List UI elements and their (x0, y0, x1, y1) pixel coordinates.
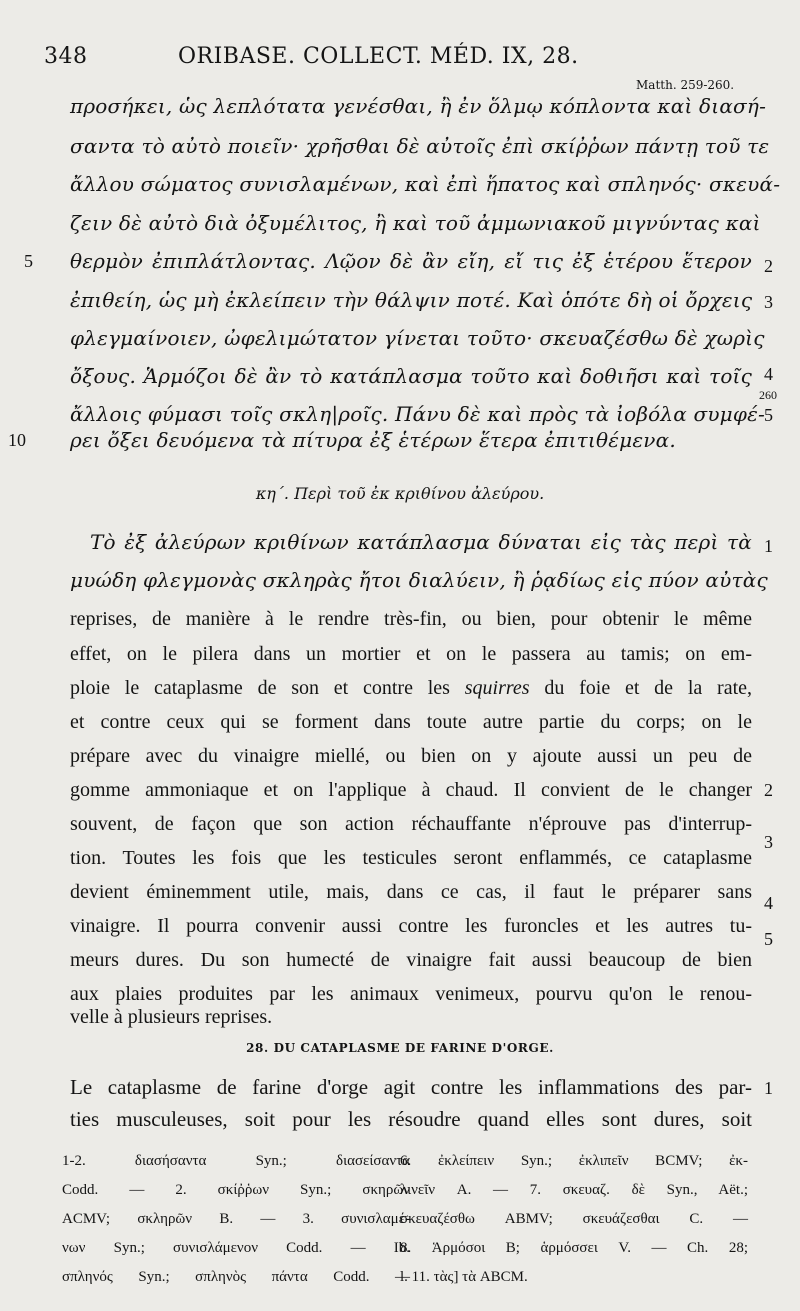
french-line: velle à plusieurs reprises. (70, 1006, 273, 1028)
greek-line: ἐπιθείη, ὡς μὴ ἐκλείπειν τὴν θάλψιν ποτέ. Καὶ ὁπότε δὴ οἱ ὄρχεις (70, 288, 753, 312)
greek-line: ὄξους. Ἁρμόζοι δὲ ἂν τὸ κατάπλασμα τοῦτο καὶ δοθιῆσι καὶ τοῖς (70, 364, 752, 388)
greek-line: ἄλλοις φύμασι τοῖς σκλη|ροῖς. Πάνυ δὲ καὶ πρὸς τὰ ἰοβόλα συμφέ- (70, 402, 765, 426)
apparatus-note: σκευαζέσθω ABMV; σκευάζεσθαι C. — (400, 1211, 748, 1227)
french-line: devient éminemment utile, mais, dans ce cas, il faut le préparer sans (70, 881, 752, 903)
french-line: et contre ceux qui se forment dans toute autre partie du corps; on le (70, 711, 752, 733)
paragraph-number: 2 (764, 256, 773, 276)
paragraph-number: 5 (764, 929, 773, 949)
greek-line: ζειν δὲ αὐτὸ διὰ ὀξυμέλιτος, ἢ καὶ τοῦ ἀμμωνιακοῦ μιγνύντας καὶ (70, 211, 761, 235)
greek-line: μυώδη φλεγμονὰς σκληρὰς ἤτοι διαλύειν, ἢ ῥᾳδίως εἰς πύον αὐτὰς (70, 568, 768, 592)
apparatus-note: σπληνός Syn.; σπληνὸς πάντα Codd. — (62, 1269, 410, 1285)
french-line: tion. Toutes les fois que les testicules seront enflammés, ce cataplasme (70, 847, 752, 869)
apparatus-note: λινεῖν A. — 7. σκευαζ. δὲ Syn., Aët.; (400, 1182, 748, 1198)
greek-line: Τὸ ἐξ ἀλεύρων κριθίνων κατάπλασμα δύναται εἰς τὰς περὶ τὰ (90, 530, 752, 554)
apparatus-note: 6. ἐκλείπειν Syn.; ἐκλιπεῖν BCMV; ἐκ- (400, 1153, 748, 1169)
apparatus-note: 8. Ἁρμόσοι B; ἁρμόσσει V. — Ch. 28; (400, 1240, 748, 1256)
french-line: vinaigre. Il pourra convenir aussi contre les furoncles et les autres tu- (70, 915, 752, 937)
french-line: ties musculeuses, soit pour les résoudre quand elles sont dures, soit (70, 1107, 752, 1131)
french-line: reprises, de manière à le rendre très-fin, ou bien, pour obtenir le même (70, 608, 752, 630)
greek-line: σαντα τὸ αὐτὸ ποιεῖν· χρῆσθαι δὲ αὐτοῖς ἐπὶ σκίῤῥων πάντῃ τοῦ τε (70, 134, 770, 158)
greek-line: φλεγμαίνοιεν, ὠφελιμώτατον γίνεται τοῦτο· σκευαζέσθω δὲ χωρὶς (70, 326, 765, 350)
french-line: souvent, de façon que son action réchauffante n'éprouve pas d'interrup- (70, 813, 752, 835)
french-line: effet, on le pilera dans un mortier et on le passera au tamis; on em- (70, 643, 752, 665)
french-chapter-title: 28. DU CATAPLASME DE FARINE D'ORGE. (246, 1041, 554, 1055)
french-line: meurs dures. Du son humecté de vinaigre fait aussi beaucoup de bien (70, 949, 752, 971)
paragraph-number: 1 (764, 1078, 773, 1098)
greek-chapter-title: κη΄. Περὶ τοῦ ἐκ κριθίνου ἀλεύρου. (255, 484, 545, 503)
paragraph-number: 1 (764, 536, 773, 556)
apparatus-note: νων Syn.; συνισλάμενον Codd. — Ib. (62, 1240, 410, 1256)
greek-line: ρει ὄξει δευόμενα τὰ πίτυρα ἐξ ἑτέρων ἕτερα ἐπιτιθέμενα. (70, 428, 676, 452)
apparatus-note: ACMV; σκληρῶν B. — 3. συνισλαμέ- (62, 1211, 410, 1227)
paragraph-number: 3 (764, 832, 773, 852)
french-line: ploie le cataplasme de son et contre les squirres du foie et de la rate, (70, 677, 753, 699)
running-title: ORIBASE. COLLECT. MÉD. IX, 28. (178, 44, 579, 69)
paragraph-number: 4 (764, 893, 773, 913)
paragraph-number: 5 (764, 405, 773, 425)
apparatus-note: l. 11. τὰς] τὰ ABCM. (400, 1269, 528, 1285)
greek-line: θερμὸν ἐπιπλάτλοντας. Λῷον δὲ ἂν εἴη, εἴ τις ἐξ ἑτέρου ἕτερον (70, 249, 752, 273)
paragraph-number: 3 (764, 292, 773, 312)
greek-line: ἄλλου σώματος συνισλαμένων, καὶ ἐπὶ ἥπατος καὶ σπληνός· σκευά- (70, 172, 781, 196)
line-number: 10 (8, 430, 26, 450)
apparatus-note: 1-2. διασήσαντα Syn.; διασείσαντα (62, 1153, 410, 1169)
line-number: 5 (24, 251, 33, 271)
french-line: Le cataplasme de farine d'orge agit contre les inflammations des par- (70, 1075, 752, 1099)
paragraph-number: 2 (764, 780, 773, 800)
paragraph-number: 4 (764, 364, 773, 384)
french-line: prépare avec du vinaigre miellé, ou bien on y ajoute aussi un peu de (70, 745, 752, 767)
margin-page-marker: 260 (759, 388, 777, 402)
french-line: gomme ammoniaque et on l'applique à chaud. Il convient de le changer (70, 779, 752, 801)
margin-reference: Matth. 259-260. (636, 78, 735, 92)
french-line: aux plaies produites par les animaux venimeux, pourvu qu'on le renou- (70, 983, 752, 1005)
greek-line: προσήκει, ὡς λεπλότατα γενέσθαι, ἢ ἐν ὅλμῳ κόπλοντα καὶ διασή- (70, 94, 767, 118)
apparatus-note: Codd. — 2. σκίῤῥων Syn.; σκηρῶν (62, 1182, 410, 1198)
page-number: 348 (44, 44, 88, 69)
